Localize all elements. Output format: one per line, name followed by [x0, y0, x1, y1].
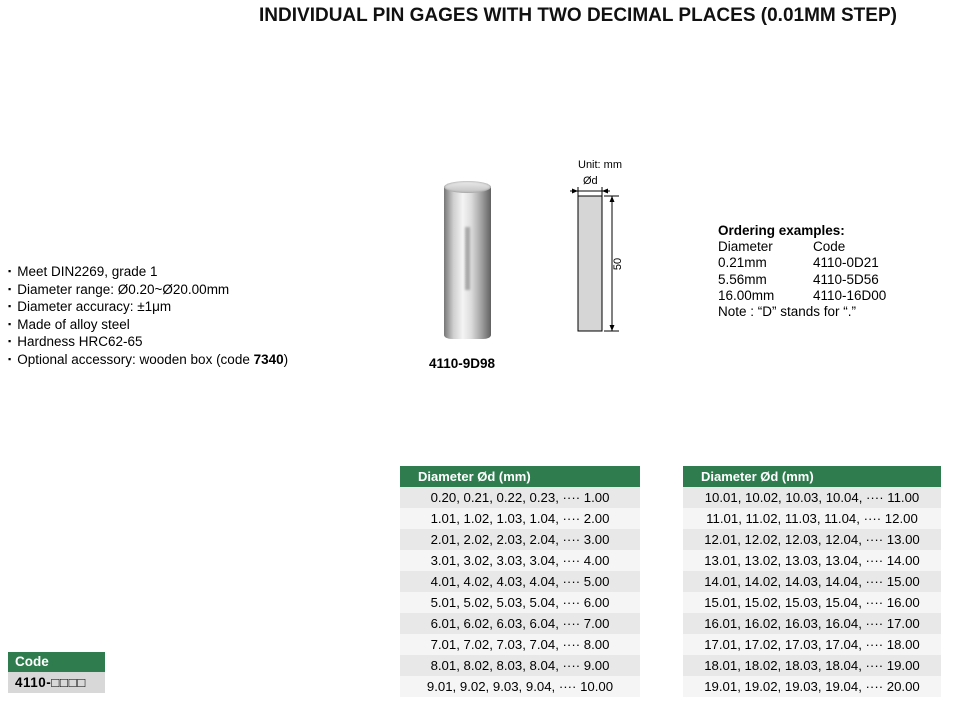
- table-row: 1.01, 1.02, 1.03, 1.04, ···· 2.00: [400, 508, 640, 529]
- table-row: 14.01, 14.02, 14.03, 14.04, ···· 15.00: [683, 571, 941, 592]
- page-title: INDIVIDUAL PIN GAGES WITH TWO DECIMAL PLACES (0.01MM STEP): [259, 5, 897, 26]
- arrowhead-icon: [572, 189, 578, 194]
- feature-item-accessory: [8, 351, 288, 369]
- table-row: 7.01, 7.02, 7.03, 7.04, ···· 8.00: [400, 634, 640, 655]
- ordering-heading: Ordering examples:: [718, 223, 845, 238]
- table-row: 2.01, 2.02, 2.03, 2.04, ···· 3.00: [400, 529, 640, 550]
- bullet-icon: ▪: [8, 266, 12, 276]
- ordering-note: Note : “D” stands for “.”: [718, 304, 857, 320]
- code-box: [8, 652, 105, 693]
- dimension-drawing: [555, 172, 640, 347]
- table-row: 16.01, 16.02, 16.03, 16.04, ···· 17.00: [683, 613, 941, 634]
- bullet-icon: ▪: [8, 353, 12, 364]
- table-header: Diameter Ød (mm): [400, 466, 640, 487]
- pin-engraving-mark: [465, 227, 470, 291]
- table-row: 12.01, 12.02, 12.03, 12.04, ···· 13.00: [683, 529, 941, 550]
- pin-top-face: [444, 181, 491, 193]
- arrowhead-icon: [610, 196, 615, 202]
- ordering-col-code: Code: [813, 239, 846, 254]
- feature-text: ): [283, 351, 289, 367]
- table-row: 3.01, 3.02, 3.03, 3.04, ···· 4.00: [400, 550, 640, 571]
- feature-list: [8, 263, 288, 368]
- feature-text: Diameter accuracy: ±1μm: [17, 299, 172, 314]
- table-row: 9.01, 9.02, 9.03, 9.04, ···· 10.00: [400, 676, 640, 697]
- feature-text: Optional accessory: wooden box (code: [17, 351, 254, 367]
- feature-item: [8, 263, 288, 281]
- diameter-table-left: [400, 466, 640, 697]
- feature-item: [8, 281, 288, 299]
- accessory-code: 7340: [253, 351, 284, 367]
- table-row: 5.01, 5.02, 5.03, 5.04, ···· 6.00: [400, 592, 640, 613]
- ordering-code: 4110-16D00: [813, 287, 887, 303]
- table-row: 6.01, 6.02, 6.03, 6.04, ···· 7.00: [400, 613, 640, 634]
- length-dim-label: 50: [612, 257, 624, 271]
- ordering-diameter: 0.21mm: [718, 255, 767, 271]
- table-header: Diameter Ød (mm): [683, 466, 941, 487]
- ordering-code: 4110-0D21: [813, 255, 879, 271]
- table-row: 15.01, 15.02, 15.03, 15.04, ···· 16.00: [683, 592, 941, 613]
- diameter-table-right: [683, 466, 941, 697]
- product-code-label: 4110-9D98: [429, 356, 496, 371]
- unit-label: Unit: mm: [578, 159, 622, 171]
- code-box-header: Code: [8, 652, 105, 672]
- arrowhead-icon: [602, 189, 608, 194]
- arrowhead-icon: [610, 325, 615, 331]
- table-row: 17.01, 17.02, 17.03, 17.04, ···· 18.00: [683, 634, 941, 655]
- ordering-col-diameter: Diameter: [718, 239, 773, 254]
- code-box-value: 4110-□□□□: [8, 672, 105, 693]
- table-row: 19.01, 19.02, 19.03, 19.04, ···· 20.00: [683, 676, 941, 697]
- pin-side-view: [578, 196, 602, 331]
- ordering-examples: [718, 222, 886, 321]
- bullet-icon: ▪: [8, 283, 12, 294]
- ordering-table: [718, 239, 886, 304]
- pin-gage-photo: [444, 181, 491, 339]
- table-row: 4.01, 4.02, 4.03, 4.04, ···· 5.00: [400, 571, 640, 592]
- bullet-icon: ▪: [8, 336, 12, 346]
- feature-text: Hardness HRC62-65: [17, 334, 143, 349]
- feature-text: Diameter range: Ø0.20~Ø20.00mm: [17, 281, 230, 297]
- table-row: 13.01, 13.02, 13.03, 13.04, ···· 14.00: [683, 550, 941, 571]
- table-row: 8.01, 8.02, 8.03, 8.04, ···· 9.00: [400, 655, 640, 676]
- ordering-code: 4110-5D56: [813, 271, 879, 287]
- table-row: 10.01, 10.02, 10.03, 10.04, ···· 11.00: [683, 487, 941, 508]
- ordering-diameter: 16.00mm: [718, 287, 775, 303]
- pin-body: [444, 187, 491, 339]
- diameter-dim-label: Ød: [583, 175, 598, 187]
- feature-text: Made of alloy steel: [17, 316, 130, 332]
- table-row: 18.01, 18.02, 18.03, 18.04, ···· 19.00: [683, 655, 941, 676]
- ordering-diameter: 5.56mm: [718, 271, 767, 287]
- feature-item: [8, 298, 288, 316]
- table-row: 0.20, 0.21, 0.22, 0.23, ···· 1.00: [400, 487, 640, 508]
- feature-item: [8, 333, 288, 351]
- feature-item: [8, 316, 288, 334]
- table-row: 11.01, 11.02, 11.03, 11.04, ···· 12.00: [683, 508, 941, 529]
- bullet-icon: ▪: [8, 318, 12, 329]
- bullet-icon: ▪: [8, 301, 12, 311]
- feature-text: Meet DIN2269, grade 1: [17, 264, 158, 279]
